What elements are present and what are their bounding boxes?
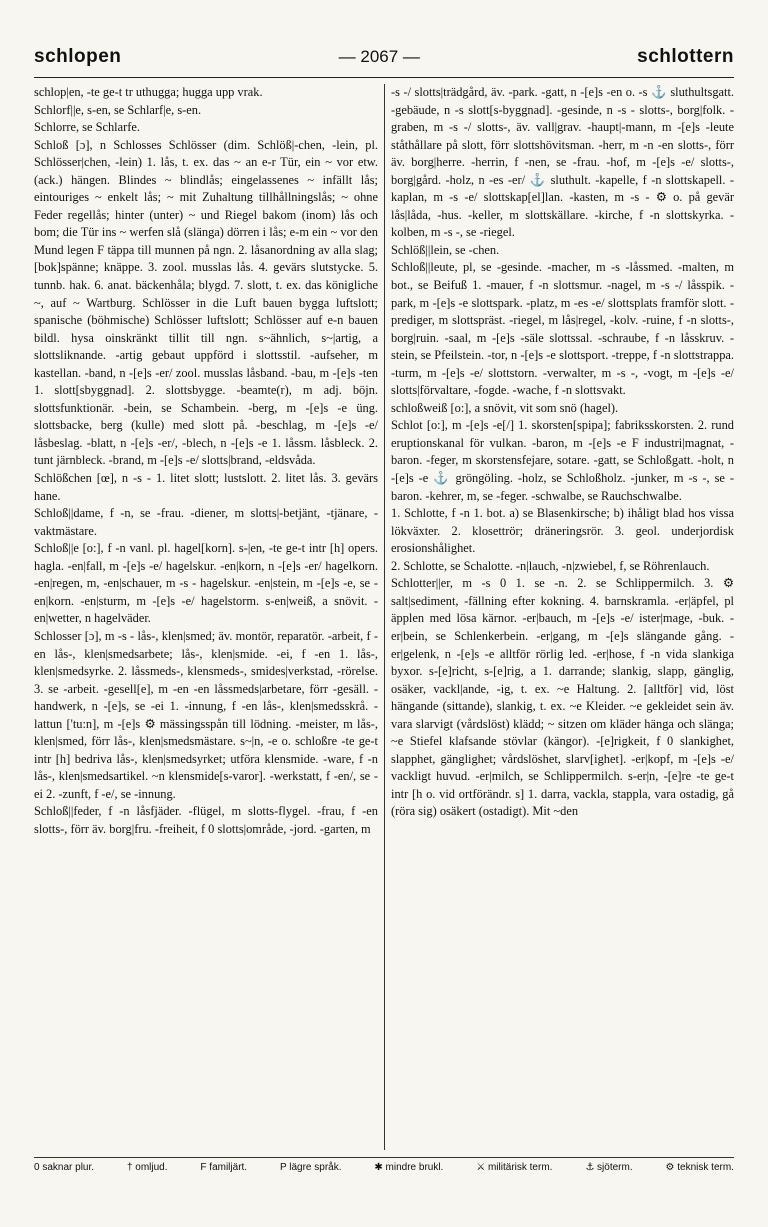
dictionary-entry: Schlorre, se Schlarfe. (34, 120, 140, 135)
dictionary-columns (34, 84, 734, 1150)
legend-item: ✱ mindre brukl. (374, 1162, 444, 1173)
left-running-headword: schlopen (34, 46, 122, 67)
legend-item: 0 saknar plur. (34, 1162, 95, 1173)
page-header (34, 46, 734, 72)
right-column (384, 84, 734, 1150)
abbreviation-legend (34, 1162, 734, 1173)
dictionary-entry: 1. Schlotte, f -n 1. bot. a) se Blasenkirsche; b) ihåligt blad hos vissa lökväxter. 2. klosettrör; dräneringsrör. 3. geol. underjordisk erosionshålighet. (391, 506, 734, 556)
dictionary-entry: Schlorf||e, s-en, se Schlarf|e, s-en. (34, 102, 202, 117)
dictionary-entry: Schloß [ɔ], n Schlosses Schlösser (dim. Schlöß|-chen, -lein, pl. Schlösser|chen, -lein) 1. lås, t. ex. das ~ an e-r Tür, ein ~ vor etw. (ack.) hängen. Blindes ~ blindlås; eingelassenes ~ infällt lås; eintouriges ~ enkelt lås; ~ mit Zuhaltung tillhållningslås; ~ ohne Feder regellås; hinter (unter) ~ und Riegel bakom (inom) lås och bom; die Tür ins ~ werfen slå (slänga) dörren i lås; e-m ein ~ vor den Mund legen F täppa till munnen på ngn. 2. låsanordning av alla slag; [bok]spänne; knäppe. 3. zool. musslas lås. 4. gevärs slutstycke. 5. tunnb. hak. 6. anat. bäckenhåla; blygd. 7. slott, t. ex. das königliche ~, auf ~ Wartburg. Schlösser in die Luft bauen bygga luftslott; spanische (böhmische) Schlösser luftslott; Schlösser auf e-n bauen bildl. hysa oinskränkt tillit till ngn. s~ähnlich, s~|artig, a slottsliknande. -artig gebaut uppförd i slottsstil. -aufseher, m kastellan. -band, n -[e]s -er/ zool. musslas låsband. -bau, m -[e]s -ten 1. slott[sbyggnad]. 2. slottsbygge. -beamte(r), m adj. böjn. slottsfunktionär. -bein, se Schambein. -berg, m -[e]s -e üng. slottsbacke, berg (kulle) med slott på. -beschlag, m -[e]s -e/ låsbeslag. -blatt, n -[e]s -er/, -blech, n -[e]s -e 1. låssm. låsbleck. 2. tunt järnbleck. -brand, m -[e]s -e/ slotts|brand, -eldsvåda. (34, 137, 378, 468)
legend-item: ⚙ teknisk term. (665, 1162, 734, 1173)
dictionary-entry: -s -/ slotts|trädgård, äv. -park. -gatt, n -[e]s -en o. -s ⚓ sluthultsgatt. -gebäude, n -s slott[s-byggnad]. -gesinde, n -s - slotts-, borg|folk. -graben, m -s -/ slotts-, äv. vall|grav. -haupt|-mann, m -[e]s -leute ståthållare på slott, förr slottshövitsman. -herr, m -n -en slotts-, förr äv. borg|herre. -herrin, f -nen, se -frau. -hof, m -[e]s -e/ slotts-, borg|gård. -holz, n -es -er/ ⚓ sluthult. -kapelle, f -n slottskapell. -kaplan, m -s -e/ slottskap[el]lan. -kasten, m -s - ⚙ o. på gevär lås|låda, -hus. -keller, m slottskällare. -kirche, f -n slottskyrka. -kolben, m -s -, se -riegel. (391, 85, 734, 240)
dictionary-entry: schlop|en, -te ge-t tr uthugga; hugga upp vrak. (34, 85, 263, 99)
dictionary-entry: Schloß||feder, f -n låsfjäder. -flügel, m slotts-flygel. -frau, f -en slotts-, förr äv. borg|fru. -freiheit, f 0 slotts|område, -jord. -garten, m (34, 804, 378, 836)
dictionary-entry: Schlot [o:], m -[e]s -e[/] 1. skorsten[spipa]; fabriksskorsten. 2. rund eruptionskanal för vulkan. -baron, m -[e]s -e F industri|magnat, -baron. -feger, m skorstensfejare, sotare. -gatt, se Schloßgatt. -holt, n -[e]s -e ⚓ gröngöling. -holz, se Schloßholz. -junker, m -s -, se -baron. -kehrer, m, se -feger. -schwalbe, se Rauchschwalbe. (391, 418, 734, 503)
dictionary-entry: 2. Schlotte, se Schalotte. -n|lauch, -n|zwiebel, f, se Röhrenlauch. (391, 558, 710, 573)
dictionary-entry: Schlotter||er, m -s 0 1. se -n. 2. se Schlippermilch. 3. ⚙ salt|sediment, -fällning efter kokning. 4. barnskramla. -er|äpfel, pl äpplen med lösa kärnor. -er|bauch, m -[e]s -e/ ister|mage, -buk. -er|bein, se Schlenkerbein. -er|gang, m -[e]s slängande gång. -er|gelenk, n -[e]s -e alltför rörlig led. -er|hose, f -n vida slankiga byxor. s-[e]richt, s-[e]rig, a 1. darrande; slankig, slapp, gänglig, osäker, vackl|ande, -ig, t. ex. ~e Haltung. 2. [alltför] vid, löst hängande (sittande), slankig, t. ex. ~e Kleider. ~e gekleidet sein äv. vara slarvigt (vårdslöst) klädd; ~ sitzen om kläder hänga och slänga; ~e Stiefel klafsande stövlar (kängor). -[e]rigkeit, f 0 slankighet, slapphet, gänglighet; vårdslöshet, slarv[ighet]. -er|kopf, m -[e]s -e/ vackligt huvud. -er|milch, se Schlippermilch. s-er|n, -[e]re -te ge-t intr [h o. vid ortförändr. s] 1. darra, vackla, stappla, vara ostadig, gå (röra sig) osäkert (ostadigt). Mit ~den (391, 576, 734, 819)
dictionary-entry: schloßweiß [o:], a snövit, vit som snö (hagel). (391, 400, 619, 415)
legend-item: F familjärt. (200, 1162, 248, 1173)
legend-item: ⚓ sjöterm. (585, 1162, 633, 1173)
dictionary-entry: Schloß||dame, f -n, se -frau. -diener, m slotts|-betjänt, -tjänare, -vaktmästare. (34, 506, 378, 538)
legend-item: † omljud. (126, 1162, 168, 1173)
left-column (34, 84, 384, 1150)
dictionary-entry: Schlosser [ɔ], m -s - lås-, klen|smed; äv. montör, reparatör. -arbeit, f -en lås-, klen|smedsarbete; lås-, klen|smide. -ei, f -en 1. lås-, klen|smedsyrke. 2. låssmeds-, klensmeds-, smides|verkstad, -rörelse. 3. se -arbeit. -gesell[e], m -en -en låssmeds|arbetare, förr -gesäll. -handwerk, n -[e]s, se -ei 1. -innung, f -en lås-, klen|smedsskrå. -lattun ['tu:n], m -[e]s ⚙ mässingsspån till lödning. -meister, m lås-, klen|smed, förr lås-, klen|smedsmästare. s~|n, -e o. schloßre -te ge-t intr [h] bedriva lås-, klen|smedsyrket; utföra klensmide. -ware, f -n lås-, klen|smedsartikel. ~n klensmide[s-varor]. -werkstatt, f -en/, se -ei 2. -zunft, f -e/, se -innung. (34, 628, 378, 801)
dictionary-entry: Schloß||e [o:], f -n vanl. pl. hagel[korn]. s-|en, -te ge-t intr [h] opers. hagla. -en|fall, m -[e]s -e/ hagelskur. -en|korn, n -[e]s -er/ hagelkorn. -en|regen, m, -en|schauer, m -s - hagelskur. -en|stein, m -[e]s -e, se -en|korn. -en|sturm, m -[e]s -e/ hagelstorm. s-en|weiß, a snövit. -en|wetter, n hagelväder. (34, 541, 378, 626)
footer-rule (34, 1157, 734, 1158)
page-number: — 2067 — (338, 47, 420, 66)
header-rule (34, 77, 734, 78)
dictionary-entry: Schlößchen [œ], n -s - 1. litet slott; lustslott. 2. litet lås. 3. gevärs hane. (34, 471, 378, 503)
dictionary-entry: Schloß||leute, pl, se -gesinde. -macher, m -s -låssmed. -malten, m bot., se Beifuß 1. -mauer, f -n slottsmur. -nagel, m -s -/ låsspik. -park, m -[e]s -e slottspark. -platz, m -es -e/ slottsplats framför slott. -prediger, m slottspräst. -riegel, m lås|regel, -kolv. -ruine, f -n slotts-, borg|ruin. -saal, m -[e]s -säle slottssal. -schraube, f -n låsskruv. -stein, se Pfeilstein. -tor, n -[e]s -e slottsport. -treppe, f -n slottstrappa. -turm, m -[e]s -e/ slottstorn. -verwalter, m -s -, -vogt, m -[e]s -e/ slotts|förvaltare, -fogde. -wache, f -n slottsvakt. (391, 260, 734, 398)
right-running-headword: schlottern (637, 46, 734, 67)
dictionary-entry: Schlöß||lein, se -chen. (391, 242, 500, 257)
legend-item: P lägre språk. (279, 1162, 342, 1173)
legend-item: ⚔ militärisk term. (476, 1162, 553, 1173)
